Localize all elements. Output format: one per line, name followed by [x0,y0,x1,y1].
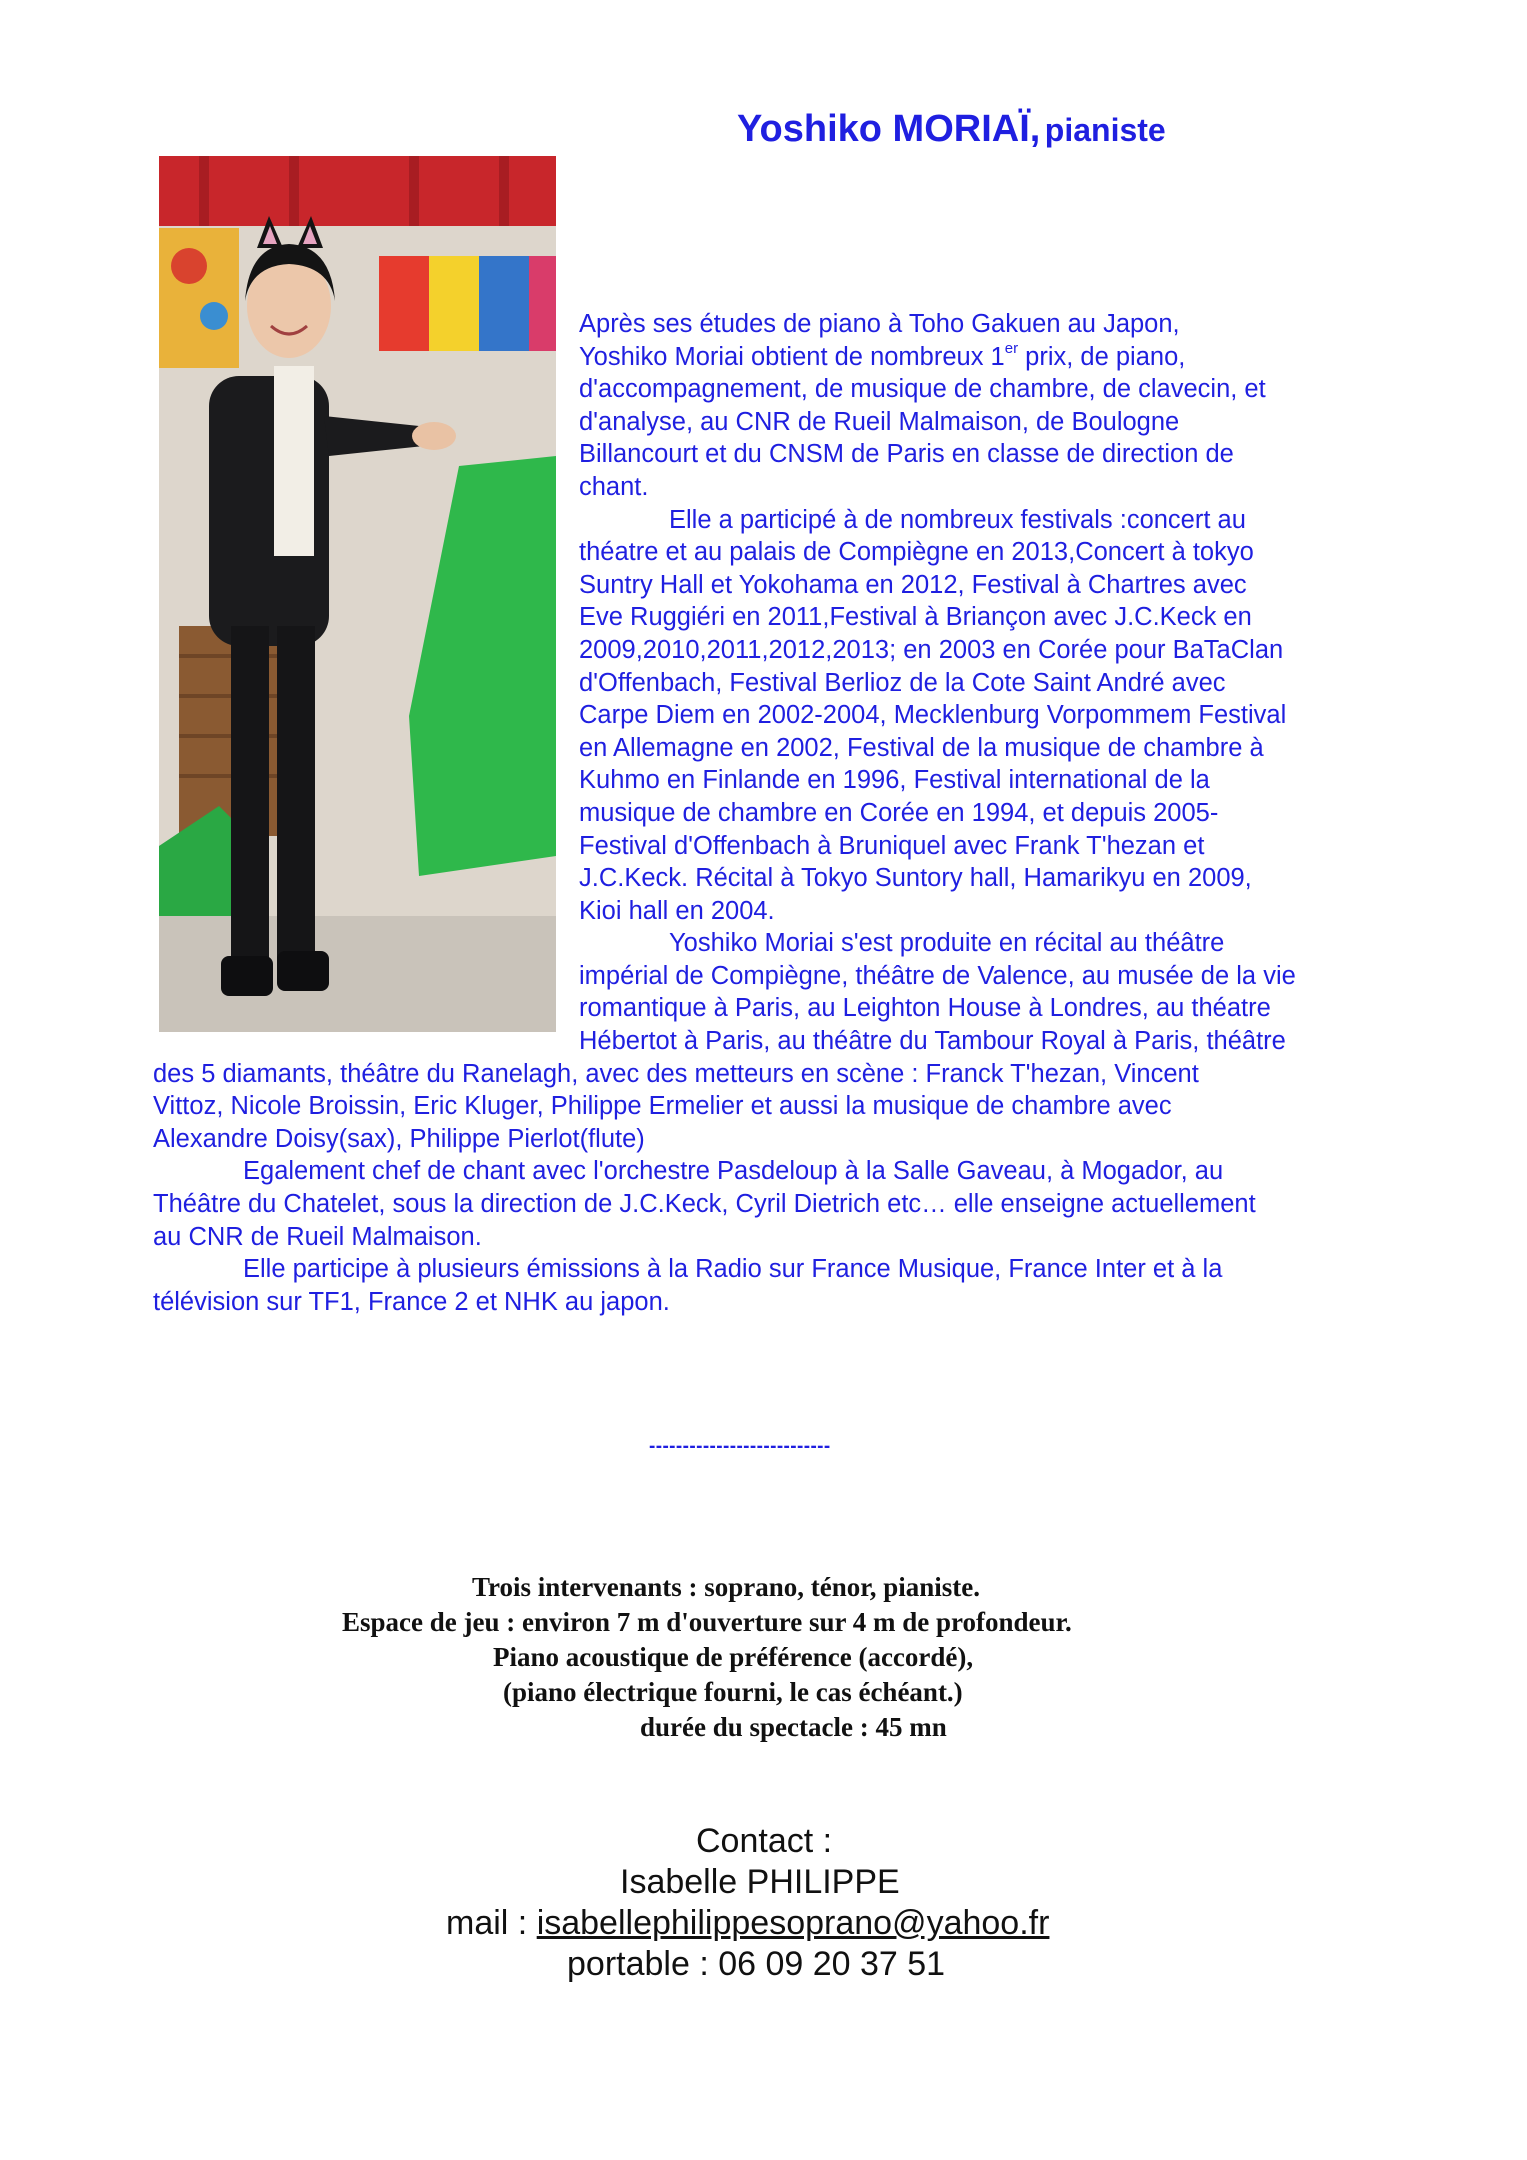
bio-line: Yoshiko Moriai s'est produite en récital au théâtre [669,929,1225,958]
bio-line: chant. [579,472,649,501]
bio-line: J.C.Keck. Récital à Tokyo Suntory hall, Hamarikyu en 2009, [579,864,1252,893]
bio-superscript: er [1004,340,1019,358]
bio-line: romantique à Paris, au Leighton House à Londres, au théatre [579,994,1271,1023]
spec-line: Espace de jeu : environ 7 m d'ouverture sur 4 m de profondeur. [342,1607,1072,1637]
bio-line: d'Offenbach, Festival Berlioz de la Cote Saint André avec [579,668,1226,697]
spec-line: Piano acoustique de préférence (accordé), [493,1642,974,1672]
contact-name: Isabelle PHILIPPE [620,1863,900,1901]
bio-line: Hébertot à Paris, au théâtre du Tambour Royal à Paris, théâtre [579,1027,1286,1056]
bio-line: en Allemagne en 2002, Festival de la musique de chambre à [579,733,1264,762]
title-name: Yoshiko MORIAÏ, [737,108,1041,150]
bio-line: télévision sur TF1, France 2 et NHK au japon. [153,1287,670,1316]
spec-line: (piano électrique fourni, le cas échéant.) [503,1677,963,1707]
page-title [737,108,1166,151]
contact-heading: Contact : [696,1822,833,1860]
contact-mail-line [446,1904,1049,1943]
bio-line: au CNR de Rueil Malmaison. [153,1222,482,1251]
biography-text [153,308,1393,1318]
bio-line: Kioi hall en 2004. [579,896,775,925]
bio-line: Eve Ruggiéri en 2011,Festival à Briançon avec J.C.Keck en [579,603,1252,632]
separator: --------------------------- [649,1436,831,1457]
bio-line: impérial de Compiègne, théâtre de Valence, au musée de la vie [579,961,1296,990]
bio-line: d'analyse, au CNR de Rueil Malmaison, de Boulogne [579,407,1180,436]
title-role: pianiste [1044,112,1166,148]
bio-line: Festival d'Offenbach à Bruniquel avec Frank T'hezan et [579,831,1205,860]
bio-line: Vittoz, Nicole Broissin, Eric Kluger, Philippe Ermelier et aussi la musique de chambre avec [153,1092,1172,1121]
bio-line: d'accompagnement, de musique de chambre, de clavecin, et [579,375,1266,404]
bio-line: 2009,2010,2011,2012,2013; en 2003 en Corée pour BaTaClan [579,635,1284,664]
spec-line: Trois intervenants : soprano, ténor, pianiste. [472,1572,981,1602]
bio-line: Théâtre du Chatelet, sous la direction de J.C.Keck, Cyril Dietrich etc… elle enseigne actuellement [153,1190,1256,1219]
bio-line: Alexandre Doisy(sax), Philippe Pierlot(flute) [153,1124,645,1153]
contact-phone: portable : 06 09 20 37 51 [567,1945,946,1983]
bio-line: Carpe Diem en 2002-2004, Mecklenburg Vorpommem Festival [579,701,1287,730]
bio-line: Egalement chef de chant avec l'orchestre Pasdeloup à la Salle Gaveau, à Mogador, au [243,1157,1224,1186]
bio-line: musique de chambre en Corée en 1994, et depuis 2005- [579,798,1219,827]
bio-line: Elle participe à plusieurs émissions à la Radio sur France Musique, France Inter et à la [243,1255,1223,1284]
spec-line: durée du spectacle : 45 mn [640,1712,947,1742]
mail-label: mail : [446,1904,537,1942]
bio-line: Billancourt et du CNSM de Paris en classe de direction de [579,440,1234,469]
bio-line: Elle a participé à de nombreux festivals :concert au [669,505,1246,534]
bio-line: Après ses études de piano à Toho Gakuen au Japon, [579,310,1180,338]
bio-line: Yoshiko Moriai obtient de nombreux 1er prix, de piano, [579,340,1186,371]
bio-line: Kuhmo en Finlande en 1996, Festival international de la [579,766,1210,795]
email-link[interactable]: isabellephilippesoprano@yahoo.fr [536,1904,1050,1942]
bio-line: Suntry Hall et Yokohama en 2012, Festival à Chartres avec [579,570,1247,599]
bio-line: théatre et au palais de Compiègne en 2013,Concert à tokyo [579,538,1254,567]
bio-line: des 5 diamants, théâtre du Ranelagh, avec des metteurs en scène : Franck T'hezan, Vincent [153,1059,1199,1088]
